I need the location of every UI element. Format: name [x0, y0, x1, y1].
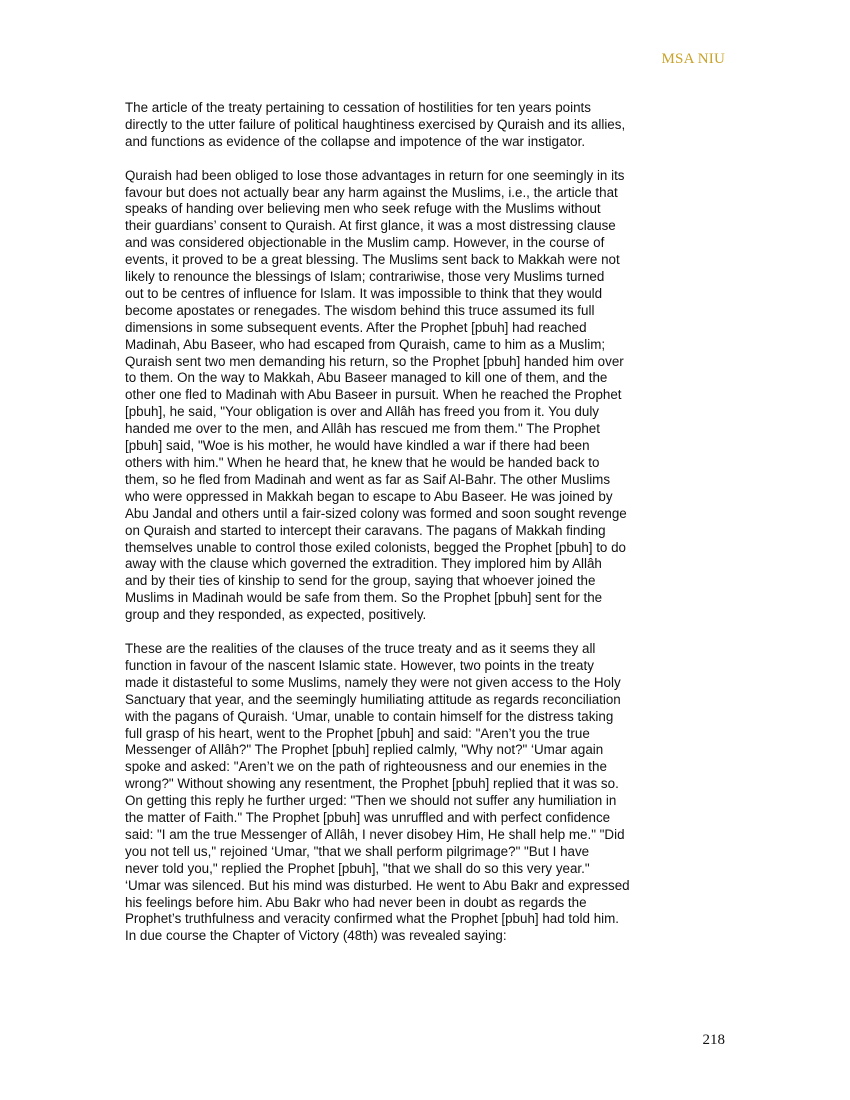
- text-line: On getting this reply he further urged: "Then we should not suffer any humiliation in: [125, 793, 617, 809]
- text-line: Quraish had been obliged to lose those advantages in return for one seemingly in its: [125, 167, 625, 183]
- text-line: [pbuh] said, "Woe is his mother, he would have kindled a war if there had been: [125, 438, 590, 454]
- text-line: others with him." When he heard that, he knew that he would be handed back to: [125, 455, 600, 471]
- text-line: spoke and asked: "Aren’t we on the path of righteousness and our enemies in the: [125, 759, 607, 775]
- text-line: to them. On the way to Makkah, Abu Baseer managed to kill one of them, and the: [125, 370, 608, 386]
- text-line: who were oppressed in Makkah began to escape to Abu Baseer. He was joined by: [125, 488, 613, 504]
- text-line: themselves unable to control those exiled colonists, begged the Prophet [pbuh] to do: [125, 539, 626, 555]
- running-header: MSA NIU: [661, 51, 725, 67]
- text-line: his feelings before him. Abu Bakr who had never been in doubt as regards the: [125, 894, 587, 910]
- text-line: made it distasteful to some Muslims, namely they were not given access to the Holy: [125, 674, 621, 690]
- paragraph-3: [125, 641, 735, 945]
- text-line: said: "I am the true Messenger of Allâh, I never disobey Him, He shall help me." "Did: [125, 826, 625, 842]
- text-line: and by their ties of kinship to send for the group, saying that whoever joined the: [125, 573, 596, 589]
- text-line: group and they responded, as expected, positively.: [125, 607, 427, 623]
- text-line: handed me over to the men, and Allâh has rescued me from them." The Prophet: [125, 421, 600, 437]
- text-line: become apostates or renegades. The wisdom behind this truce assumed its full: [125, 302, 595, 318]
- text-line: you not tell us," rejoined ‘Umar, "that we shall perform pilgrimage?" "But I have: [125, 843, 590, 859]
- body-text: [125, 100, 735, 962]
- text-line: wrong?" Without showing any resentment, the Prophet [pbuh] replied that it was so.: [125, 776, 619, 792]
- text-line: likely to renounce the blessings of Islam; contrariwise, those very Muslims turned: [125, 269, 605, 285]
- text-line: The article of the treaty pertaining to cessation of hostilities for ten years points: [125, 100, 591, 115]
- text-line: Abu Jandal and others until a fair-sized colony was formed and soon sought revenge: [125, 505, 627, 521]
- text-line: away with the clause which governed the extradition. They implored him by Allâh: [125, 556, 602, 572]
- text-line: In due course the Chapter of Victory (48th) was revealed saying:: [125, 928, 507, 944]
- text-line: on Quraish and started to intercept their caravans. The pagans of Makkah finding: [125, 522, 606, 538]
- text-line: function in favour of the nascent Islamic state. However, two points in the treaty: [125, 657, 594, 673]
- text-line: with the pagans of Quraish. ‘Umar, unable to contain himself for the distress taking: [125, 708, 614, 724]
- text-line: Madinah, Abu Baseer, who had escaped from Quraish, came to him as a Muslim;: [125, 336, 606, 352]
- text-line: These are the realities of the clauses of the truce treaty and as it seems they all: [125, 640, 596, 656]
- text-line: dimensions in some subsequent events. After the Prophet [pbuh] had reached: [125, 319, 587, 335]
- paragraph-2: [125, 168, 735, 624]
- text-line: the matter of Faith." The Prophet [pbuh] was unruffled and with perfect confidence: [125, 810, 611, 826]
- text-line: other one fled to Madinah with Abu Baseer in pursuit. When he reached the Prophet: [125, 387, 622, 403]
- text-line: and was considered objectionable in the Muslim camp. However, in the course of: [125, 235, 605, 251]
- page-number: 218: [702, 1032, 725, 1048]
- text-line: [pbuh], he said, "Your obligation is over and Allâh has freed you from it. You duly: [125, 404, 599, 420]
- text-line: Muslims in Madinah would be safe from them. So the Prophet [pbuh] sent for the: [125, 590, 603, 606]
- text-line: ‘Umar was silenced. But his mind was disturbed. He went to Abu Bakr and expressed: [125, 877, 630, 893]
- text-line: Quraish sent two men demanding his return, so the Prophet [pbuh] handed him over: [125, 353, 624, 369]
- text-line: Prophet’s truthfulness and veracity confirmed what the Prophet [pbuh] had told him.: [125, 911, 620, 927]
- text-line: events, it proved to be a great blessing. The Muslims sent back to Makkah were not: [125, 252, 620, 268]
- text-line: speaks of handing over believing men who seek refuge with the Muslims without: [125, 201, 601, 217]
- text-line: out to be centres of influence for Islam. It was impossible to think that they would: [125, 285, 603, 301]
- text-line: favour but does not actually bear any harm against the Muslims, i.e., the article that: [125, 184, 618, 200]
- text-line: full grasp of his heart, went to the Prophet [pbuh] and said: "Aren’t you the true: [125, 725, 590, 741]
- text-line: Sanctuary that year, and the seemingly humiliating attitude as regards reconciliation: [125, 691, 621, 707]
- text-line: directly to the utter failure of political haughtiness exercised by Quraish and its allies,: [125, 116, 626, 132]
- text-line: their guardians’ consent to Quraish. At first glance, it was a most distressing clause: [125, 218, 616, 234]
- text-line: Messenger of Allâh?" The Prophet [pbuh] replied calmly, "Why not?" ‘Umar again: [125, 742, 604, 758]
- paragraph-1: [125, 100, 735, 151]
- text-line: never told you," replied the Prophet [pbuh], "that we shall do so this very year.": [125, 860, 590, 876]
- text-line: them, so he fled from Madinah and went as far as Saif Al-Bahr. The other Muslims: [125, 471, 611, 487]
- text-line: and functions as evidence of the collapse and impotence of the war instigator.: [125, 133, 586, 149]
